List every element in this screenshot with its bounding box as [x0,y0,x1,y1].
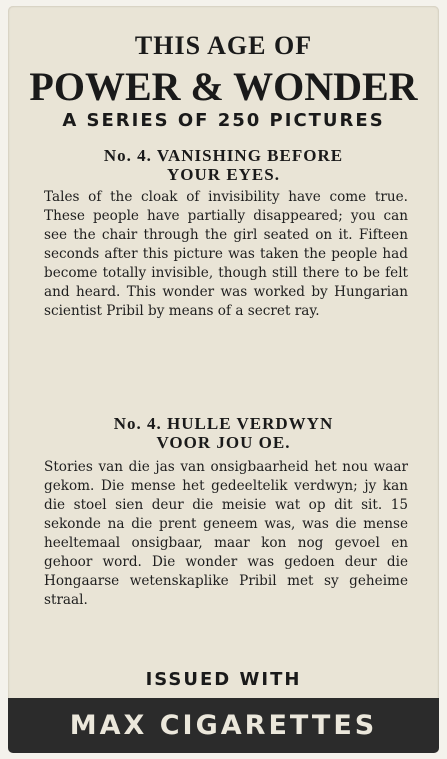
cigarette-card-back [8,6,439,753]
series-subtitle: A SERIES OF 250 PICTURES [62,110,385,131]
series-heading-line1: THIS AGE OF [134,31,313,60]
afrikaans-title-line1: No. 4. HULLE VERDWYN [113,414,334,433]
english-title-line1: No. 4. VANISHING BEFORE [103,146,344,165]
afrikaans-body-text: Stories van die jas van onsigbaarheid het nou waar gekom. Die mense het gedeeltelik verdwyn; jy kan die stoel sien deur die meisie wat op dit sit. 15 sekonde na die prent geneem was, was die mense heeltemaal onsigbaar, maar kon nog gevoel en gehoor word. Die wonder was gedoen deur die Hongaarse wetenskaplike Pribil met sy geheime straal. [44,459,408,608]
english-title-line2: YOUR EYES. [167,165,280,184]
issued-with-label: ISSUED WITH [145,669,302,690]
brand-banner [8,698,439,753]
afrikaans-title-line2: VOOR JOU OE. [156,433,291,452]
series-heading-title: POWER & WONDER [29,64,418,109]
brand-name: MAX CIGARETTES [69,710,378,741]
english-body-text: Tales of the cloak of invisibility have come true. These people have partially disappeared; you can see the chair through the girl seated on it. Fifteen seconds after this picture was taken the people had become totally invisible, though still there to be felt and heard. This wonder was worked by Hungarian scientist Pribil by means of a secret ray. [44,189,408,319]
